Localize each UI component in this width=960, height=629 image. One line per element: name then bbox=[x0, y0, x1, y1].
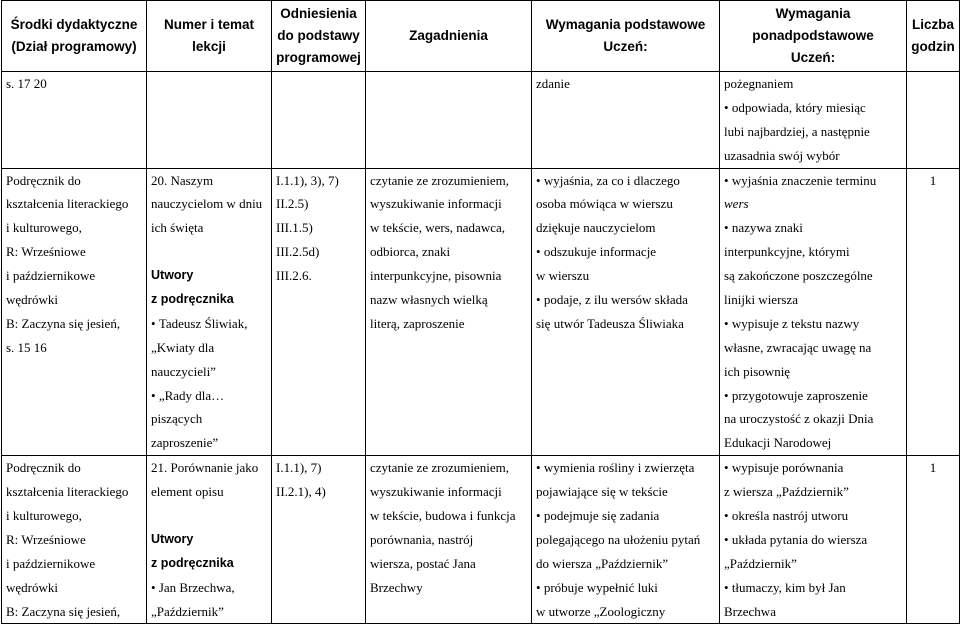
cell-reference: I.1.1), 3), 7) II.2.5) III.1.5) III.2.5d) III.2.6. bbox=[272, 168, 366, 456]
list-item: • Tadeusz Śliwiak, bbox=[151, 312, 271, 336]
cell-topics bbox=[366, 72, 532, 169]
cell-aids: s. 17 20 bbox=[2, 72, 147, 169]
cell-aids: Podręcznik do kształcenia literackiego i kulturowego, R: Wrześniowe i październikowe wędrówki B: Zaczyna się jesień, s. 15 16 bbox=[2, 168, 147, 456]
cell-basic: • wymienia rośliny i zwierzęta pojawiające się w tekście • podejmuje się zadania polegającego na ułożeniu pytań do wiersza „Październik” • próbuje wypełnić luki w utworze „Zoologiczny bbox=[532, 456, 720, 624]
header-teaching-aids: Środki dydaktyczne (Dział programowy) bbox=[2, 1, 147, 72]
header-row bbox=[2, 1, 960, 72]
list-item: • próbuje wypełnić luki bbox=[536, 576, 719, 600]
header-curriculum-reference: Odniesienia do podstawy programowej bbox=[272, 1, 366, 72]
header-lesson: Numer i temat lekcji bbox=[147, 1, 272, 72]
cell-reference: I.1.1), 7) II.2.1), 4) bbox=[272, 456, 366, 624]
header-hours: Liczba godzin bbox=[907, 1, 960, 72]
list-item: • nazywa znaki bbox=[724, 216, 906, 240]
list-item: • wyjaśnia, za co i dlaczego bbox=[536, 169, 719, 193]
cell-extended: • wypisuje porównania z wiersza „Październik” • określa nastrój utworu • układa pytania do wiersza „Październik” • tłumaczy, kim był Jan Brzechwa bbox=[720, 456, 907, 624]
list-item: • przygotowuje zaproszenie bbox=[724, 384, 906, 408]
cell-hours: 1 bbox=[907, 456, 960, 624]
cell-extended: • wyjaśnia znaczenie terminu wers • nazywa znaki interpunkcyjne, którymi są zakończone poszczególne linijki wiersza • wypisuje z tekstu nazwy własne, zwracając uwagę na ich pisownię • przygotowuje zaproszenie na uroczystość z okazji Dnia Edukacji Narodowej bbox=[720, 168, 907, 456]
cell-topics: czytanie ze zrozumieniem, wyszukiwanie informacji w tekście, wers, nadawca, odbiorca, znaki interpunkcyjne, pisownia nazw własnych wielką literą, zaproszenie bbox=[366, 168, 532, 456]
table-row bbox=[2, 72, 960, 169]
cell-lesson: 21. Porównanie jako element opisu Utwory z podręcznika • Jan Brzechwa, „Październik” bbox=[147, 456, 272, 624]
cell-aids: Podręcznik do kształcenia literackiego i kulturowego, R: Wrześniowe i październikowe wędrówki B: Zaczyna się jesień, bbox=[2, 456, 147, 624]
header-basic-requirements: Wymagania podstawowe Uczeń: bbox=[532, 1, 720, 72]
list-item: • Jan Brzechwa, bbox=[151, 576, 271, 600]
syllabus-table bbox=[1, 0, 960, 624]
cell-hours bbox=[907, 72, 960, 169]
list-item: • wymienia rośliny i zwierzęta bbox=[536, 456, 719, 480]
cell-extended: pożegnaniem • odpowiada, który miesiąc lubi najbardziej, a następnie uzasadnia swój wybór bbox=[720, 72, 907, 169]
list-item: • „Rady dla… bbox=[151, 384, 271, 408]
cell-hours: 1 bbox=[907, 168, 960, 456]
list-item: • układa pytania do wiersza bbox=[724, 528, 906, 552]
cell-lesson bbox=[147, 72, 272, 169]
cell-lesson: 20. Naszym nauczycielom w dniu ich święta Utwory z podręcznika • Tadeusz Śliwiak, „Kwiaty dla nauczycieli” • „Rady dla… piszących zaproszenie” bbox=[147, 168, 272, 456]
list-item: • podaje, z ilu wersów składa bbox=[536, 288, 719, 312]
table-row bbox=[2, 456, 960, 624]
list-item: • wypisuje z tekstu nazwy bbox=[724, 312, 906, 336]
list-item: • wyjaśnia znaczenie terminu bbox=[724, 169, 906, 193]
table-row bbox=[2, 168, 960, 456]
header-extended-requirements: Wymagania ponadpodstawowe Uczeń: bbox=[720, 1, 907, 72]
cell-basic: • wyjaśnia, za co i dlaczego osoba mówiąca w wierszu dziękuje nauczycielom • odszukuje informacje w wierszu • podaje, z ilu wersów składa się utwór Tadeusza Śliwiaka bbox=[532, 168, 720, 456]
list-item: • określa nastrój utworu bbox=[724, 504, 906, 528]
list-item: • podejmuje się zadania bbox=[536, 504, 719, 528]
list-item: • tłumaczy, kim był Jan bbox=[724, 576, 906, 600]
list-item: • wypisuje porównania bbox=[724, 456, 906, 480]
cell-reference bbox=[272, 72, 366, 169]
header-topics: Zagadnienia bbox=[366, 1, 532, 72]
list-item: • odpowiada, który miesiąc bbox=[724, 96, 906, 120]
cell-topics: czytanie ze zrozumieniem, wyszukiwanie informacji w tekście, budowa i funkcja porównania, nastrój wiersza, postać Jana Brzechwy bbox=[366, 456, 532, 624]
cell-basic: zdanie bbox=[532, 72, 720, 169]
list-item: • odszukuje informacje bbox=[536, 240, 719, 264]
